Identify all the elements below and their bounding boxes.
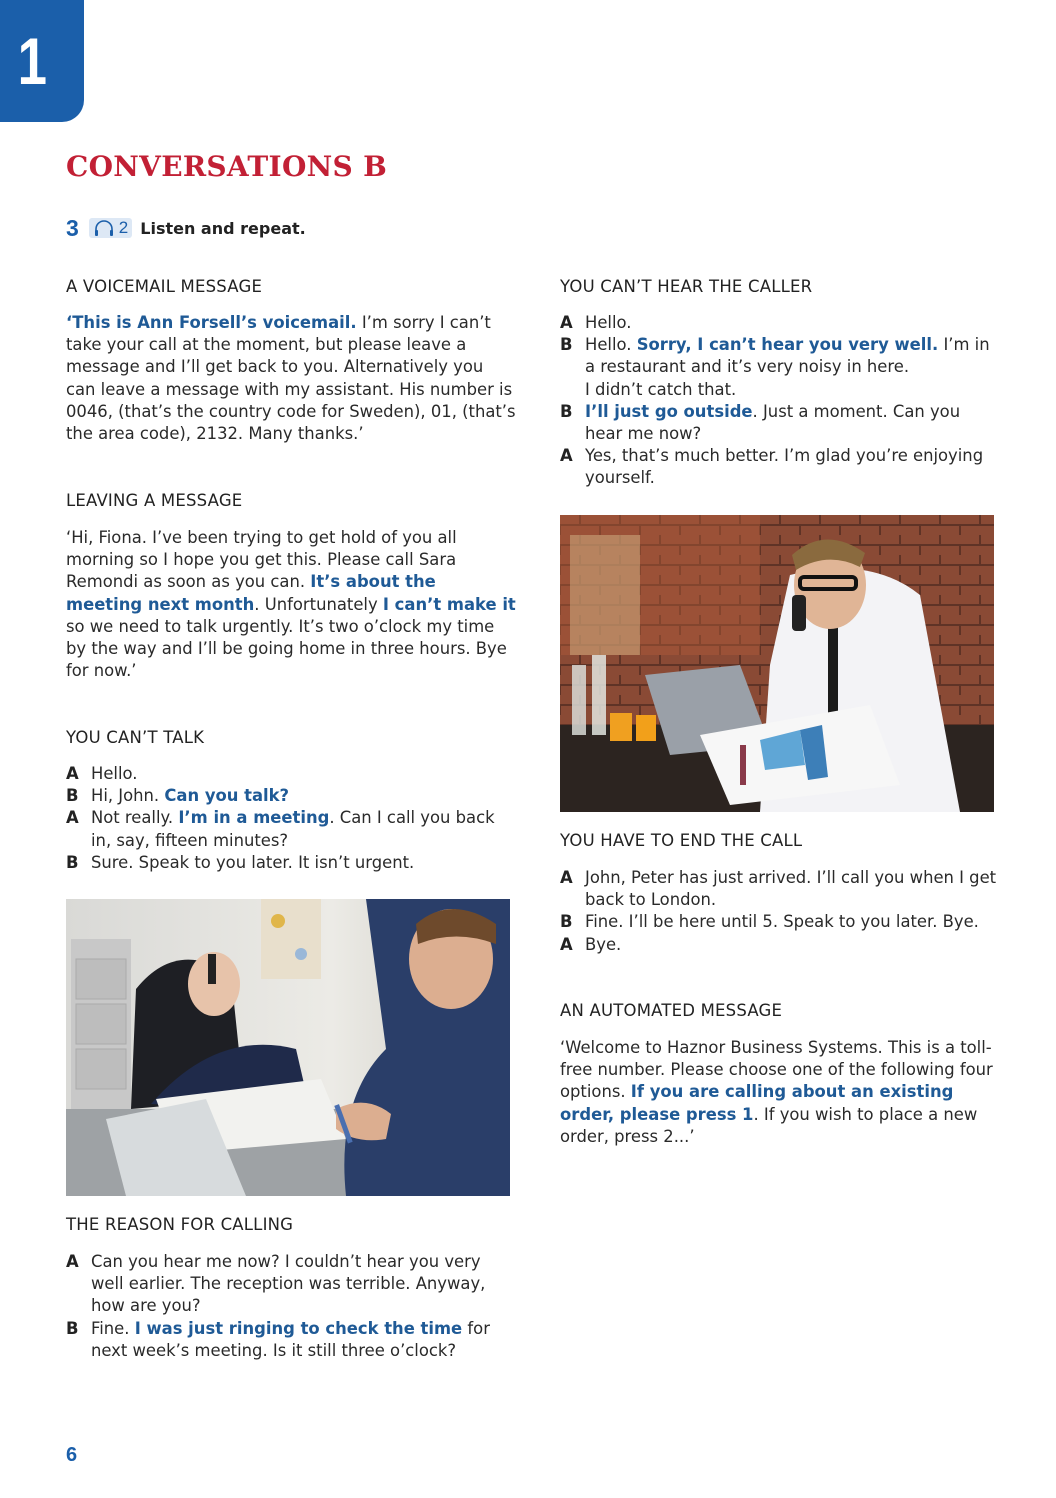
line-text: Bye. xyxy=(585,934,622,954)
dialogue-line xyxy=(560,312,1000,334)
speaker-label: A xyxy=(560,313,573,332)
dialogue-line xyxy=(560,401,1000,445)
voicemail-text xyxy=(66,312,516,445)
automated-highlight: If you are calling about an existing order, please press 1 xyxy=(560,1082,954,1124)
audio-track-button[interactable] xyxy=(89,218,132,238)
leaving-body-2: . Unfortunately xyxy=(254,594,383,614)
reason-heading: THE REASON FOR CALLING xyxy=(66,1215,294,1234)
speaker-label: A xyxy=(560,934,573,954)
automated-text xyxy=(560,1037,1000,1148)
dialogue-line xyxy=(560,334,1000,401)
page-number: 6 xyxy=(66,1444,78,1466)
restaurant-phone-photo xyxy=(560,515,994,812)
end-call-dialogue xyxy=(560,867,1008,956)
speaker-label: B xyxy=(560,335,573,355)
cant-hear-heading: YOU CAN’T HEAR THE CALLER xyxy=(560,277,813,296)
dialogue-line xyxy=(66,763,514,785)
dialogue-line xyxy=(66,1318,514,1362)
exercise-number: 3 xyxy=(66,214,79,241)
cant-talk-dialogue xyxy=(66,763,514,874)
voicemail-body: I’m sorry I can’t take your call at the moment, but please leave a message and I’ll get back to you. Alternatively you can leave a message with my assistant. His number is 0046, (that’s the country code for Sweden), 01, (that’s the area code), 2132. Many thanks.’ xyxy=(66,313,516,444)
speaker-label: A xyxy=(66,1252,79,1271)
leaving-body-1: ‘Hi, Fiona. I’ve been trying to get hold of you all morning so I hope you get this. Please call Sara Remondi as soon as you can. xyxy=(66,528,457,592)
speaker-label: B xyxy=(66,786,79,806)
speaker-label: B xyxy=(66,852,79,872)
line-text: I’ll just go outside. Just a moment. Can you hear me now? xyxy=(585,401,961,444)
reason-dialogue xyxy=(66,1251,514,1362)
line-text: Fine. I was just ringing to check the time for next week’s meeting. Is it still three o’clock? xyxy=(91,1318,490,1360)
leaving-highlight-1: It’s about the meeting next month xyxy=(66,572,436,614)
line-text: John, Peter has just arrived. I’ll call you when I get back to London. xyxy=(585,868,997,910)
automated-body-1: ‘Welcome to Haznor Business Systems. This is a toll-free number. Please choose one of the following four options. xyxy=(560,1038,993,1102)
line-text: Hello. Sorry, I can’t hear you very well. I’m in a restaurant and it’s very noisy in here. I didn’t catch that. xyxy=(585,335,990,399)
voicemail-highlight: ‘This is Ann Forsell’s voicemail. xyxy=(66,313,357,332)
voicemail-heading: A VOICEMAIL MESSAGE xyxy=(66,277,263,296)
leaving-text xyxy=(66,527,516,682)
line-text: Not really. I’m in a meeting. Can I call you back in, say, fifteen minutes? xyxy=(91,808,495,850)
dialogue-line xyxy=(66,1251,514,1318)
line-text: Sure. Speak to you later. It isn’t urgent. xyxy=(91,852,415,872)
unit-number-tab xyxy=(0,0,84,122)
automated-heading: AN AUTOMATED MESSAGE xyxy=(560,1001,783,1020)
speaker-label: B xyxy=(66,1318,79,1338)
cant-hear-dialogue xyxy=(560,312,1000,490)
line-text: Hi, John. Can you talk? xyxy=(91,786,290,806)
speaker-label: A xyxy=(66,808,79,828)
dialogue-line xyxy=(560,934,1008,956)
dialogue-line xyxy=(66,807,514,851)
unit-number: 1 xyxy=(17,24,47,98)
dialogue-line xyxy=(560,867,1008,911)
line-text: Hello. xyxy=(91,764,138,783)
leaving-body-3: so we need to talk urgently. It’s two o’clock my time by the way and I’ll be going home in three hours. Bye for now.’ xyxy=(66,616,507,681)
line-text: Yes, that’s much better. I’m glad you’re enjoying yourself. xyxy=(585,446,984,488)
speaker-label: A xyxy=(560,868,573,887)
speaker-label: A xyxy=(560,446,573,466)
speaker-label: B xyxy=(560,912,573,932)
automated-body-2: . If you wish to place a new order, press 2...’ xyxy=(560,1104,978,1146)
speaker-label: B xyxy=(560,401,573,421)
leaving-heading: LEAVING A MESSAGE xyxy=(66,491,243,510)
audio-track-number: 2 xyxy=(118,218,129,237)
dialogue-line xyxy=(560,911,1008,933)
leaving-highlight-2: I can’t make it xyxy=(382,594,516,614)
exercise-instruction: Listen and repeat. xyxy=(140,218,306,238)
line-text: Hello. xyxy=(585,313,632,332)
cant-talk-heading: YOU CAN’T TALK xyxy=(66,728,205,747)
dialogue-line xyxy=(66,852,514,874)
dialogue-line xyxy=(66,785,514,807)
dialogue-line xyxy=(560,445,1000,489)
line-text: Can you hear me now? I couldn’t hear you very well earlier. The reception was terrible. Anyway, how are you? xyxy=(91,1252,486,1316)
speaker-label: A xyxy=(66,764,79,783)
exercise-header xyxy=(66,214,306,242)
page-title: CONVERSATIONS B xyxy=(66,150,388,183)
end-call-heading: YOU HAVE TO END THE CALL xyxy=(560,831,803,850)
office-phone-photo xyxy=(66,899,510,1196)
line-text: Fine. I’ll be here until 5. Speak to you later. Bye. xyxy=(585,912,979,932)
headphones-icon xyxy=(93,219,115,237)
